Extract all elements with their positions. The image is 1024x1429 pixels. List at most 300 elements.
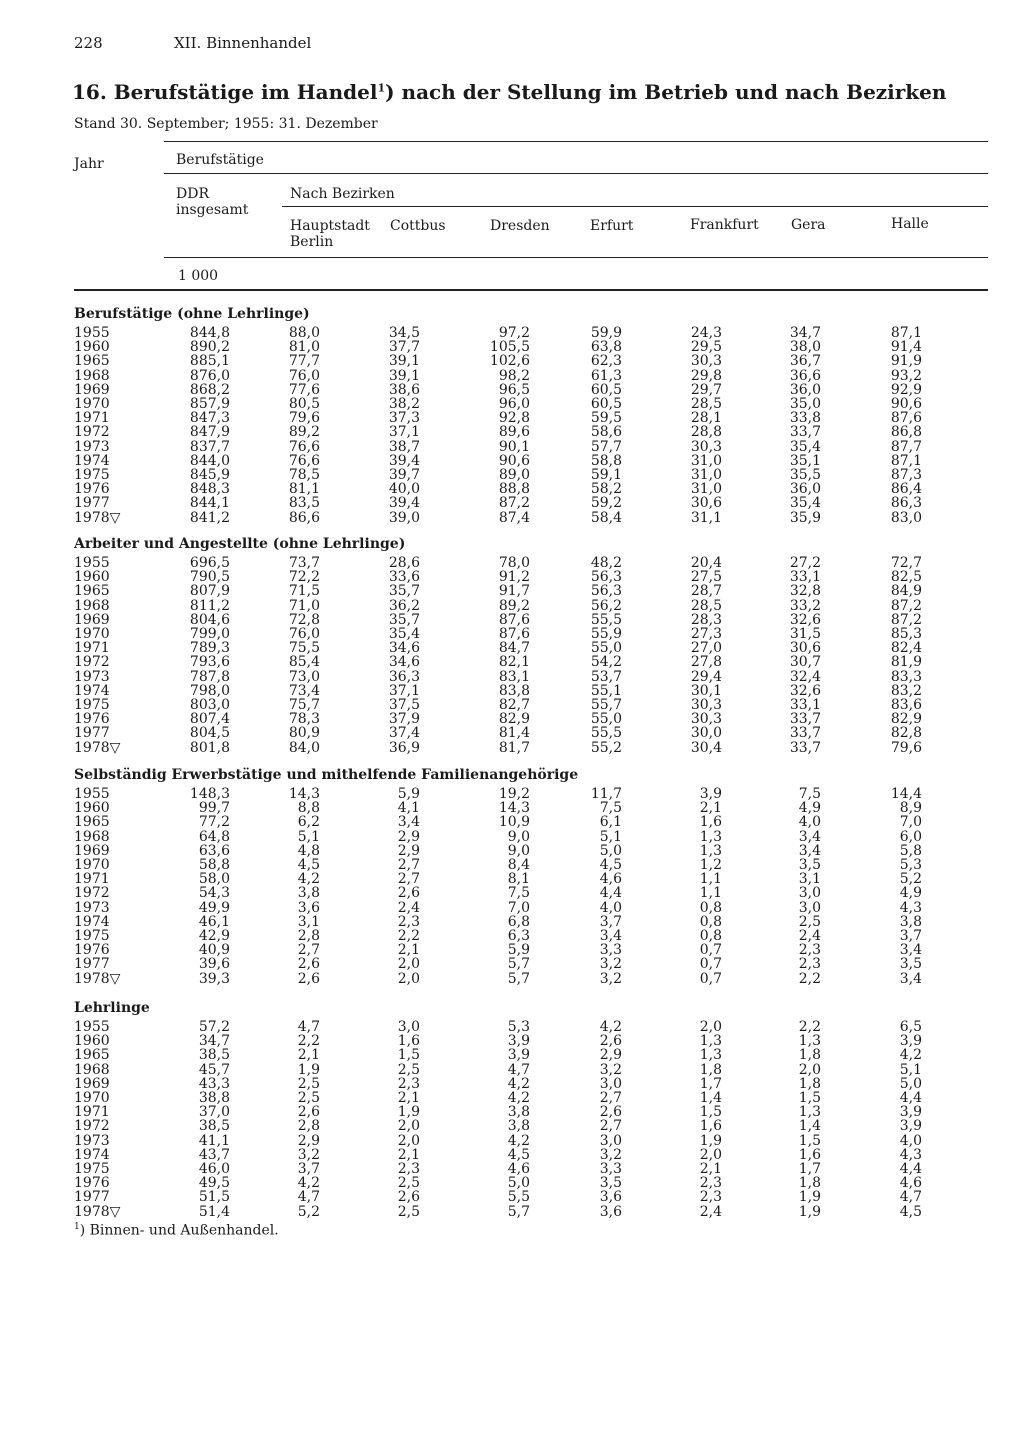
value-gera: 36,0	[789, 381, 821, 398]
value-ddr-insgesamt: 844,1	[189, 495, 230, 512]
value-frankfurt: 28,3	[690, 611, 722, 628]
value-cottbus: 38,7	[388, 438, 420, 455]
year-cell: 1975	[74, 928, 110, 944]
value-cottbus: 2,4	[397, 899, 420, 916]
value-frankfurt: 28,5	[690, 597, 722, 614]
value-ddr-insgesamt: 799,0	[189, 626, 230, 642]
value-berlin: 83,5	[288, 495, 320, 512]
value-dresden: 89,6	[498, 424, 530, 441]
header-cottbus: Cottbus	[390, 218, 446, 234]
value-ddr-insgesamt: 787,8	[189, 668, 230, 685]
table-row	[0, 411, 1024, 425]
header-ddr-insgesamt: insgesamt	[176, 202, 249, 218]
value-halle: 5,1	[899, 1061, 922, 1078]
value-ddr-insgesamt: 844,8	[189, 325, 230, 341]
value-frankfurt: 31,0	[690, 481, 722, 498]
value-dresden: 8,1	[507, 871, 530, 888]
year-cell: 1972	[74, 1118, 110, 1135]
value-dresden: 83,8	[498, 682, 530, 699]
value-cottbus: 2,0	[397, 1132, 420, 1149]
value-dresden: 7,5	[507, 885, 530, 902]
value-gera: 27,2	[789, 555, 821, 571]
page-number: 228	[74, 34, 103, 52]
value-frankfurt: 1,8	[699, 1061, 722, 1078]
value-dresden: 3,9	[507, 1047, 530, 1064]
value-berlin: 5,1	[297, 828, 320, 845]
value-ddr-insgesamt: 49,5	[198, 1175, 230, 1192]
value-frankfurt: 31,1	[690, 509, 722, 526]
value-dresden: 6,3	[507, 928, 530, 944]
value-erfurt: 60,5	[590, 381, 622, 398]
value-frankfurt: 24,3	[690, 325, 722, 341]
year-cell: 1968	[74, 597, 110, 614]
value-halle: 87,2	[890, 597, 922, 614]
value-erfurt: 55,5	[590, 611, 622, 628]
value-frankfurt: 30,3	[690, 697, 722, 713]
value-halle: 3,9	[899, 1104, 922, 1121]
value-cottbus: 35,4	[388, 626, 420, 642]
value-frankfurt: 1,7	[699, 1075, 722, 1092]
value-ddr-insgesamt: 811,2	[189, 597, 230, 614]
table-number: 16.	[72, 80, 107, 104]
value-cottbus: 36,3	[388, 668, 420, 685]
value-ddr-insgesamt: 890,2	[189, 339, 230, 356]
value-halle: 87,2	[890, 611, 922, 628]
year-cell: 1971	[74, 871, 110, 888]
value-cottbus: 36,2	[388, 597, 420, 614]
value-cottbus: 37,1	[388, 682, 420, 699]
header-ddr: DDR	[176, 186, 209, 202]
value-erfurt: 6,1	[599, 814, 622, 831]
value-dresden: 89,2	[498, 597, 530, 614]
value-cottbus: 2,7	[397, 871, 420, 888]
value-gera: 1,6	[798, 1146, 821, 1163]
value-berlin: 72,2	[288, 569, 320, 586]
header-rule-bottom	[74, 289, 988, 291]
section-title: Selbständig Erwerbstätige und mithelfende Familienangehörige	[74, 767, 579, 783]
value-gera: 2,2	[798, 1019, 821, 1035]
value-berlin: 4,5	[297, 857, 320, 873]
value-gera: 1,3	[798, 1033, 821, 1050]
value-dresden: 4,2	[507, 1090, 530, 1106]
header-frankfurt: Frankfurt	[690, 217, 759, 233]
table-row	[0, 1063, 1024, 1077]
year-cell: 1971	[74, 640, 110, 657]
section-title: Lehrlinge	[74, 1000, 150, 1016]
value-erfurt: 3,4	[599, 928, 622, 944]
value-frankfurt: 1,3	[699, 1033, 722, 1050]
table-row	[0, 1048, 1024, 1062]
value-berlin: 76,0	[288, 626, 320, 642]
value-berlin: 88,0	[288, 325, 320, 341]
value-cottbus: 2,5	[397, 1175, 420, 1192]
value-halle: 6,0	[899, 828, 922, 845]
year-cell: 1955	[74, 325, 110, 341]
value-ddr-insgesamt: 790,5	[189, 569, 230, 586]
value-erfurt: 5,0	[599, 842, 622, 859]
value-erfurt: 58,6	[590, 424, 622, 441]
value-berlin: 2,8	[297, 928, 320, 944]
value-dresden: 83,1	[498, 668, 530, 685]
table-row	[0, 872, 1024, 886]
value-halle: 4,4	[899, 1090, 922, 1106]
table-row	[0, 972, 1024, 986]
value-dresden: 5,7	[507, 956, 530, 973]
value-dresden: 3,8	[507, 1118, 530, 1135]
value-berlin: 81,0	[288, 339, 320, 356]
table-row	[0, 570, 1024, 584]
table-row	[0, 354, 1024, 368]
value-frankfurt: 28,8	[690, 424, 722, 441]
value-gera: 2,4	[798, 928, 821, 944]
table-row	[0, 369, 1024, 383]
year-cell: 1973	[74, 1132, 110, 1149]
value-berlin: 4,7	[297, 1189, 320, 1206]
year-cell: 1960	[74, 339, 110, 356]
value-dresden: 88,8	[498, 481, 530, 498]
value-cottbus: 37,7	[388, 339, 420, 356]
value-gera: 3,5	[798, 857, 821, 873]
value-halle: 5,8	[899, 842, 922, 859]
value-gera: 1,4	[798, 1118, 821, 1135]
value-ddr-insgesamt: 801,8	[189, 739, 230, 756]
value-halle: 8,9	[899, 800, 922, 817]
value-frankfurt: 2,1	[699, 1161, 722, 1177]
year-cell: 1969	[74, 611, 110, 628]
value-dresden: 3,9	[507, 1033, 530, 1050]
value-erfurt: 57,7	[590, 438, 622, 455]
value-berlin: 2,6	[297, 970, 320, 987]
table-row	[0, 712, 1024, 726]
value-ddr-insgesamt: 804,5	[189, 725, 230, 742]
value-frankfurt: 0,8	[699, 928, 722, 944]
value-berlin: 2,9	[297, 1132, 320, 1149]
value-ddr-insgesamt: 58,0	[198, 871, 230, 888]
value-dresden: 91,2	[498, 569, 530, 586]
value-dresden: 4,2	[507, 1132, 530, 1149]
value-berlin: 76,6	[288, 452, 320, 469]
value-erfurt: 3,6	[599, 1189, 622, 1206]
year-cell: 1975	[74, 1161, 110, 1177]
value-cottbus: 35,7	[388, 583, 420, 600]
header-halle: Halle	[891, 216, 929, 232]
value-cottbus: 1,5	[397, 1047, 420, 1064]
value-gera: 35,9	[789, 509, 821, 526]
value-cottbus: 2,1	[397, 1146, 420, 1163]
value-berlin: 78,5	[288, 467, 320, 483]
value-cottbus: 38,6	[388, 381, 420, 398]
value-ddr-insgesamt: 40,9	[198, 942, 230, 959]
year-cell: 1976	[74, 711, 110, 728]
value-dresden: 8,4	[507, 857, 530, 873]
value-erfurt: 3,0	[599, 1075, 622, 1092]
value-halle: 87,1	[890, 452, 922, 469]
table-row	[0, 929, 1024, 943]
header-berufstaetige: Berufstätige	[176, 152, 264, 168]
value-gera: 1,5	[798, 1132, 821, 1149]
value-erfurt: 3,7	[599, 913, 622, 930]
value-gera: 33,7	[789, 739, 821, 756]
value-frankfurt: 0,7	[699, 970, 722, 987]
value-frankfurt: 3,9	[699, 786, 722, 802]
value-gera: 3,1	[798, 871, 821, 888]
value-ddr-insgesamt: 844,0	[189, 452, 230, 469]
year-cell: 1955	[74, 555, 110, 571]
value-halle: 92,9	[890, 381, 922, 398]
value-halle: 4,9	[899, 885, 922, 902]
value-frankfurt: 30,6	[690, 495, 722, 512]
table-row	[0, 340, 1024, 354]
value-halle: 14,4	[890, 786, 922, 802]
header-erfurt: Erfurt	[590, 218, 634, 234]
value-ddr-insgesamt: 845,9	[189, 467, 230, 483]
value-erfurt: 3,2	[599, 1061, 622, 1078]
value-erfurt: 3,3	[599, 1161, 622, 1177]
value-frankfurt: 29,8	[690, 367, 722, 384]
value-berlin: 2,6	[297, 1104, 320, 1121]
value-gera: 1,3	[798, 1104, 821, 1121]
value-dresden: 87,2	[498, 495, 530, 512]
value-erfurt: 60,5	[590, 396, 622, 412]
value-ddr-insgesamt: 38,8	[198, 1090, 230, 1106]
value-gera: 36,7	[789, 353, 821, 370]
value-gera: 7,5	[798, 786, 821, 802]
year-cell: 1978▽	[74, 970, 121, 987]
table-row	[0, 613, 1024, 627]
value-erfurt: 11,7	[590, 786, 622, 802]
value-gera: 1,8	[798, 1175, 821, 1192]
value-cottbus: 37,9	[388, 711, 420, 728]
value-erfurt: 54,2	[590, 654, 622, 671]
value-ddr-insgesamt: 841,2	[189, 509, 230, 526]
value-berlin: 8,8	[297, 800, 320, 817]
year-cell: 1965	[74, 583, 110, 600]
value-gera: 30,6	[789, 640, 821, 657]
value-ddr-insgesamt: 807,9	[189, 583, 230, 600]
value-dresden: 87,4	[498, 509, 530, 526]
value-ddr-insgesamt: 99,7	[198, 800, 230, 817]
value-halle: 83,6	[890, 697, 922, 713]
table-row	[0, 425, 1024, 439]
year-cell: 1970	[74, 857, 110, 873]
year-cell: 1971	[74, 410, 110, 427]
year-cell: 1977	[74, 725, 110, 742]
year-cell: 1972	[74, 885, 110, 902]
value-dresden: 96,5	[498, 381, 530, 398]
value-cottbus: 40,0	[388, 481, 420, 498]
value-dresden: 102,6	[489, 353, 530, 370]
value-halle: 82,9	[890, 711, 922, 728]
value-erfurt: 56,3	[590, 583, 622, 600]
value-erfurt: 58,4	[590, 509, 622, 526]
value-ddr-insgesamt: 46,1	[198, 913, 230, 930]
value-cottbus: 37,5	[388, 697, 420, 713]
value-cottbus: 35,7	[388, 611, 420, 628]
value-ddr-insgesamt: 789,3	[189, 640, 230, 657]
value-gera: 36,6	[789, 367, 821, 384]
table-row	[0, 655, 1024, 669]
value-berlin: 79,6	[288, 410, 320, 427]
value-erfurt: 4,5	[599, 857, 622, 873]
value-frankfurt: 2,3	[699, 1175, 722, 1192]
year-cell: 1969	[74, 842, 110, 859]
value-halle: 5,2	[899, 871, 922, 888]
year-cell: 1965	[74, 814, 110, 831]
value-dresden: 4,7	[507, 1061, 530, 1078]
value-dresden: 87,6	[498, 626, 530, 642]
value-berlin: 89,2	[288, 424, 320, 441]
year-cell: 1955	[74, 1019, 110, 1035]
table-row	[0, 957, 1024, 971]
value-cottbus: 28,6	[388, 555, 420, 571]
year-cell: 1977	[74, 495, 110, 512]
value-halle: 83,0	[890, 509, 922, 526]
value-ddr-insgesamt: 696,5	[189, 555, 230, 571]
year-cell: 1978▽	[74, 509, 121, 526]
header-rule-columns	[164, 257, 988, 258]
value-halle: 91,9	[890, 353, 922, 370]
year-cell: 1973	[74, 899, 110, 916]
value-frankfurt: 2,0	[699, 1019, 722, 1035]
value-berlin: 76,6	[288, 438, 320, 455]
value-ddr-insgesamt: 39,6	[198, 956, 230, 973]
table-row	[0, 1176, 1024, 1190]
header-rule-top	[164, 141, 988, 142]
value-cottbus: 39,1	[388, 367, 420, 384]
value-berlin: 72,8	[288, 611, 320, 628]
value-berlin: 4,2	[297, 1175, 320, 1192]
table-row	[0, 599, 1024, 613]
value-cottbus: 2,9	[397, 842, 420, 859]
table-row	[0, 1091, 1024, 1105]
value-cottbus: 2,3	[397, 1075, 420, 1092]
value-ddr-insgesamt: 49,9	[198, 899, 230, 916]
value-gera: 2,5	[798, 913, 821, 930]
footnote-number: 1	[74, 1222, 80, 1232]
value-erfurt: 62,3	[590, 353, 622, 370]
table-row	[0, 454, 1024, 468]
value-berlin: 3,6	[297, 899, 320, 916]
value-gera: 33,1	[789, 697, 821, 713]
value-frankfurt: 1,5	[699, 1104, 722, 1121]
table-row	[0, 741, 1024, 755]
year-cell: 1973	[74, 668, 110, 685]
value-frankfurt: 30,3	[690, 711, 722, 728]
year-cell: 1974	[74, 452, 110, 469]
footnote	[74, 1222, 279, 1239]
value-dresden: 82,9	[498, 711, 530, 728]
value-dresden: 96,0	[498, 396, 530, 412]
value-halle: 87,3	[890, 467, 922, 483]
value-erfurt: 55,9	[590, 626, 622, 642]
year-cell: 1972	[74, 654, 110, 671]
value-cottbus: 2,2	[397, 928, 420, 944]
value-berlin: 2,6	[297, 956, 320, 973]
value-erfurt: 55,7	[590, 697, 622, 713]
value-dresden: 4,6	[507, 1161, 530, 1177]
value-frankfurt: 28,7	[690, 583, 722, 600]
table-row	[0, 801, 1024, 815]
value-frankfurt: 29,7	[690, 381, 722, 398]
value-erfurt: 55,2	[590, 739, 622, 756]
value-erfurt: 48,2	[590, 555, 622, 571]
year-cell: 1974	[74, 682, 110, 699]
value-halle: 82,5	[890, 569, 922, 586]
table-row	[0, 943, 1024, 957]
value-ddr-insgesamt: 77,2	[198, 814, 230, 831]
value-halle: 7,0	[899, 814, 922, 831]
value-gera: 32,8	[789, 583, 821, 600]
value-ddr-insgesamt: 793,6	[189, 654, 230, 671]
value-ddr-insgesamt: 51,5	[198, 1189, 230, 1206]
value-dresden: 81,4	[498, 725, 530, 742]
table-row	[0, 383, 1024, 397]
table-row	[0, 496, 1024, 510]
table-row	[0, 886, 1024, 900]
value-gera: 30,7	[789, 654, 821, 671]
table-row	[0, 670, 1024, 684]
value-berlin: 2,7	[297, 942, 320, 959]
table-row	[0, 858, 1024, 872]
value-erfurt: 55,5	[590, 725, 622, 742]
value-ddr-insgesamt: 876,0	[189, 367, 230, 384]
year-cell: 1975	[74, 467, 110, 483]
value-dresden: 91,7	[498, 583, 530, 600]
value-halle: 72,7	[890, 555, 922, 571]
value-gera: 33,7	[789, 711, 821, 728]
value-ddr-insgesamt: 39,3	[198, 970, 230, 987]
table-row	[0, 556, 1024, 570]
value-berlin: 2,2	[297, 1033, 320, 1050]
table-row	[0, 1077, 1024, 1091]
value-halle: 93,2	[890, 367, 922, 384]
value-dresden: 5,5	[507, 1189, 530, 1206]
value-ddr-insgesamt: 847,9	[189, 424, 230, 441]
value-dresden: 5,9	[507, 942, 530, 959]
value-berlin: 2,8	[297, 1118, 320, 1135]
value-gera: 35,1	[789, 452, 821, 469]
value-cottbus: 33,6	[388, 569, 420, 586]
value-ddr-insgesamt: 848,3	[189, 481, 230, 498]
value-ddr-insgesamt: 63,6	[198, 842, 230, 859]
value-frankfurt: 1,1	[699, 885, 722, 902]
value-gera: 1,7	[798, 1161, 821, 1177]
value-halle: 86,3	[890, 495, 922, 512]
value-berlin: 3,8	[297, 885, 320, 902]
value-berlin: 4,8	[297, 842, 320, 859]
year-cell: 1965	[74, 1047, 110, 1064]
value-frankfurt: 1,1	[699, 871, 722, 888]
value-halle: 83,3	[890, 668, 922, 685]
value-dresden: 84,7	[498, 640, 530, 657]
value-cottbus: 2,0	[397, 970, 420, 987]
value-halle: 91,4	[890, 339, 922, 356]
value-halle: 4,2	[899, 1047, 922, 1064]
value-halle: 4,0	[899, 1132, 922, 1149]
value-cottbus: 36,9	[388, 739, 420, 756]
value-cottbus: 38,2	[388, 396, 420, 412]
value-frankfurt: 30,0	[690, 725, 722, 742]
value-dresden: 97,2	[498, 325, 530, 341]
value-erfurt: 3,2	[599, 956, 622, 973]
value-ddr-insgesamt: 847,3	[189, 410, 230, 427]
year-cell: 1973	[74, 438, 110, 455]
value-frankfurt: 2,3	[699, 1189, 722, 1206]
value-dresden: 19,2	[498, 786, 530, 802]
value-gera: 2,3	[798, 956, 821, 973]
value-gera: 38,0	[789, 339, 821, 356]
value-frankfurt: 1,6	[699, 814, 722, 831]
